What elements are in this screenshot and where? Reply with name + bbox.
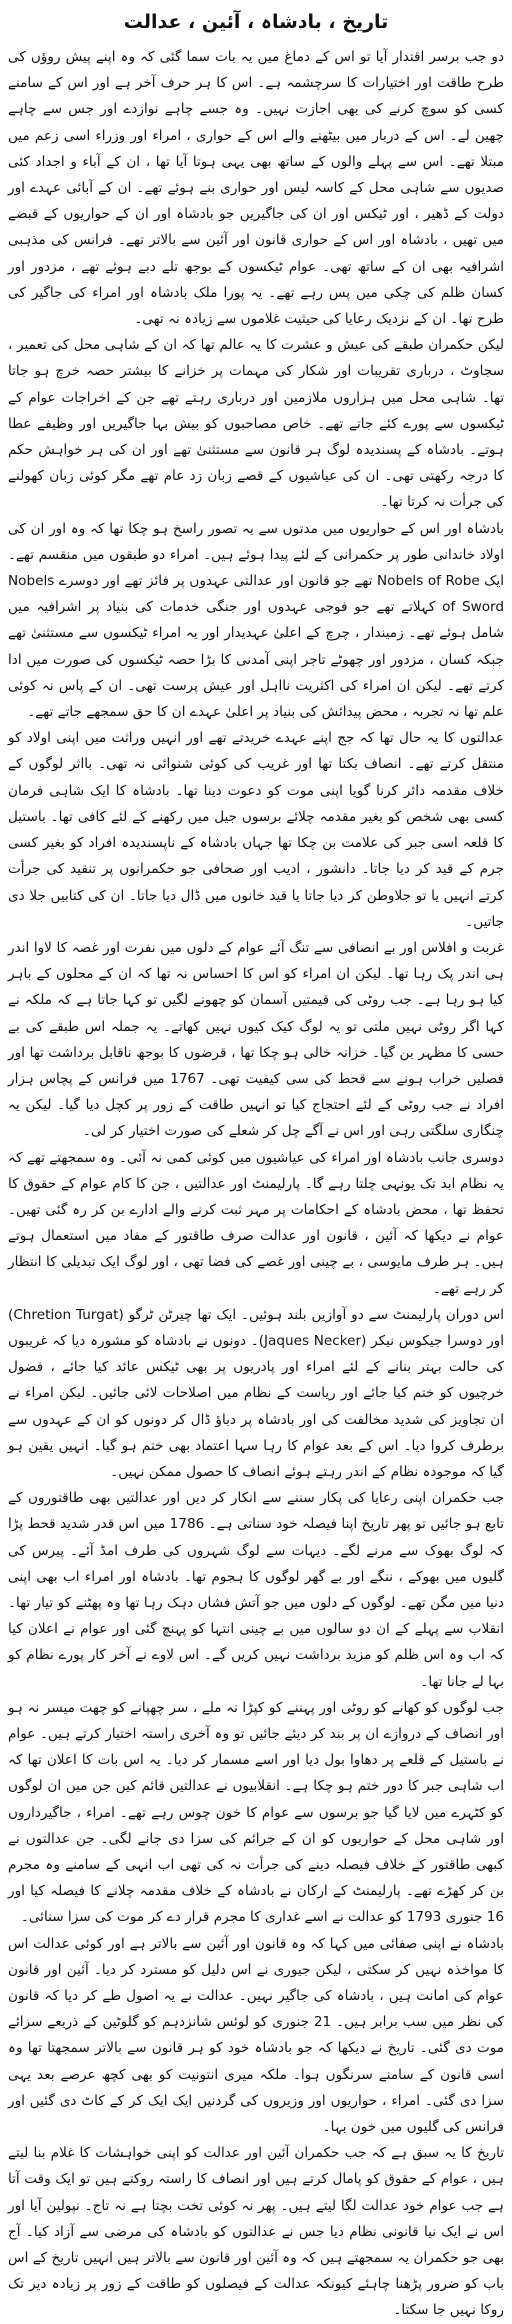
article-paragraph: غربت و افلاس اور بے انصافی سے تنگ آئے عوام کے دلوں میں نفرت اور غصہ کا لاوا اندر ہی اندر پک رہا تھا۔ لیکن ان امراء کو اس کا احساس نہ تھا کہ ان کے محلوں کے باہر کیا ہو رہا ہے۔ جب روٹی کی قیمتیں آسمان کو چھونے لگیں تو کہا جاتا ہے کہ ملکہ نے کہا اگر روٹی نہیں ملتی تو یہ لوگ کیک کیوں نہیں کھاتے۔ یہ جملہ اس طبقے کی بے حسی کا مظہر بن گیا۔ خزانہ خالی ہو چکا تھا ، قرضوں کا بوجھ ناقابل برداشت تھا اور فصلیں خراب ہونے سے قحط کی سی کیفیت تھی۔ 1767 میں فرانس کے پچاس ہزار افراد نے جب روٹی کے لئے احتجاج کیا تو انہیں طاقت کے زور پر کچل دیا گیا۔ لیکن یہ چنگاری سلگتی رہی اور اس نے آگے چل کر شعلے کی صورت اختیار کر لی۔ <box>8 939 504 1140</box>
article-paragraph: لیکن حکمران طبقے کی عیش و عشرت کا یہ عالم تھا کہ ان کے شاہی محل کی تعمیر ، سجاوٹ ، درباری تقریبات اور شکار کی مہمات پر خزانے کا بیشتر حصہ خرچ ہو جاتا تھا۔ شاہی محل میں ہزاروں ملازمین اور درباری رہتے تھے جن کے اخراجات عوام کے ٹیکسوں سے پورے کئے جاتے تھے۔ خاص مصاحبوں کو بیش بہا جاگیریں اور وظیفے عطا ہوتے۔ بادشاہ کے پسندیدہ لوگ ہر قانون سے مستثنیٰ تھے اور ان کی ہر خواہش حکم کا درجہ رکھتی تھی۔ ان کی عیاشیوں کے قصے زبان زد عام تھے مگر کوئی زبان کھولنے کی جرأت نہ کرتا تھا۔ <box>8 337 504 511</box>
article-paragraph: عدالتوں کا یہ حال تھا کہ جج اپنے عہدے خریدتے تھے اور انہیں وراثت میں اپنی اولاد کو منتقل کرتے تھے۔ انصاف بکتا تھا اور غریب کی کوئی شنوائی نہ تھی۔ بااثر لوگوں کے خلاف مقدمہ دائر کرنا گویا اپنی موت کو دعوت دینا تھا۔ بادشاہ کا ایک شاہی فرمان کسی بھی شخص کو بغیر مقدمہ چلائے برسوں جیل میں رکھنے کے لئے کافی تھا۔ باستیل کا قلعہ اسی جبر کی علامت بن چکا تھا جہاں بادشاہ کے ناپسندیدہ افراد کو بغیر کسی جرم کے قید کر دیا جاتا۔ دانشور ، ادیب اور صحافی جو حکمرانوں پر تنقید کی جرأت کرتے انہیں یا تو جلاوطن کر دیا جاتا یا قید خانوں میں ڈال دیا جاتا۔ ان کی کتابیں جلا دی جاتیں۔ <box>8 730 504 930</box>
article-paragraph: تاریخ کا یہ سبق ہے کہ جب حکمران آئین اور عدالت کو اپنی خواہشات کا غلام بنا لیتے ہیں ، عوام کے حقوق کو پامال کرتے ہیں اور انصاف کا راستہ روکتے ہیں تو ایک وقت آتا ہے جب عوام خود عدالت لگا لیتے ہیں۔ پھر نہ کوئی تخت بچتا ہے نہ تاج۔ نپولین آیا اور اس نے ایک نیا قانونی نظام دیا جس نے عدالتوں کو بادشاہ کی مرضی سے آزاد کیا۔ آج بھی جو حکمران یہ سمجھتے ہیں کہ وہ آئین اور قانون سے بالاتر ہیں انہیں تاریخ کے اس باب کو ضرور پڑھنا چاہئے کیونکہ عدالت کے فیصلوں کو طاقت کے زور پر زیادہ دیر تک روکا نہیں جا سکتا۔ <box>8 2145 504 2319</box>
article-paragraph: جب لوگوں کو کھانے کو روٹی اور پہننے کو کپڑا نہ ملے ، سر چھپانے کو چھت میسر نہ ہو اور انصاف کے دروازے ان پر بند کر دیئے جائیں تو وہ آخری راستہ اختیار کرتے ہیں۔ عوام نے باستیل کے قلعے پر دھاوا بول دیا اور اسے مسمار کر دیا۔ یہ اس بات کا اعلان تھا کہ اب شاہی جبر کا دور ختم ہو چکا ہے۔ انقلابیوں نے عدالتیں قائم کیں جن میں ان لوگوں کو کٹہرے میں لایا گیا جو برسوں سے عوام کا خون چوس رہے تھے۔ امراء ، جاگیرداروں اور شاہی محل کے حواریوں کو ان کے جرائم کی سزا دی جانے لگی۔ جن عدالتوں نے کبھی طاقتور کے خلاف فیصلہ دینے کی جرأت نہ کی تھی اب انہی کے سامنے وہ مجرم بن کر کھڑے تھے۔ پارلیمنٹ کے ارکان نے بادشاہ کے خلاف مقدمہ چلانے کا فیصلہ کیا اور 16 جنوری 1793 کو عدالت نے اسے غداری کا مجرم قرار دے کر موت کی سزا سنائی۔ <box>8 1699 504 1926</box>
article-body <box>8 44 504 2324</box>
article-paragraph: دوسری جانب بادشاہ اور امراء کی عیاشیوں میں کوئی کمی نہ آئی۔ وہ سمجھتے تھے کہ یہ نظام ابد تک یونہی چلتا رہے گا۔ پارلیمنٹ اور عدالتیں ، جن کا کام عوام کے حقوق کا تحفظ تھا ، محض بادشاہ کے احکامات پر مہر ثبت کرنے والے ادارے بن کر رہ گئی تھیں۔ عوام نے دیکھا کہ آئین ، قانون اور عدالت صرف طاقتور کے مفاد میں استعمال ہوتے ہیں۔ ہر طرف مایوسی ، بے چینی اور غصے کی فضا تھی ، اور لوگ ایک تبدیلی کا انتظار کر رہے تھے۔ <box>8 1149 504 1297</box>
article-paragraph: جب حکمران اپنی رعایا کی پکار سننے سے انکار کر دیں اور عدالتیں بھی طاقتوروں کے تابع ہو جائیں تو پھر تاریخ اپنا فیصلہ خود سناتی ہے۔ 1786 میں اس قدر شدید قحط پڑا کہ لوگ بھوک سے مرنے لگے۔ دیہات سے لوگ شہروں کی طرف امڈ آئے۔ پیرس کی گلیوں میں بھوکے ، ننگے اور بے گھر لوگوں کا ہجوم تھا۔ بادشاہ اور امراء اب بھی اپنی دنیا میں مگن تھے۔ لوگوں کے دلوں میں جو آتش فشاں دہک رہا تھا وہ پھٹنے کو تیار تھا۔ انقلاب سے پہلے کے ان دو سالوں میں بے چینی انتہا کو پہنچ گئی اور عوام نے اعلان کیا کہ اب وہ اس ظلم کو مزید برداشت نہیں کریں گے۔ اس لاوے نے آخر کار پورے نظام کو بہا لے جانا تھا۔ <box>8 1490 504 1690</box>
article-paragraph: اس دوران پارلیمنٹ سے دو آوازیں بلند ہوئیں۔ ایک تھا چیرٹن ٹرگو (Chretion Turgat) اور دوسرا جیکوس نیکر (Jaques Necker)۔ دونوں نے بادشاہ کو مشورہ دیا کہ غریبوں کی حالت بہتر بنانے کے لئے امراء اور پادریوں پر بھی ٹیکس عائد کیا جائے ، فضول خرچیوں کو ختم کیا جائے اور ریاست کے نظام میں اصلاحات لائی جائیں۔ لیکن امراء نے ان تجاویز کی شدید مخالفت کی اور بادشاہ پر دباؤ ڈال کر دونوں کو ان کے عہدوں سے برطرف کروا دیا۔ اس کے بعد عوام کا رہا سہا اعتماد بھی ختم ہو گیا۔ انہیں یقین ہو گیا کہ موجودہ نظام کے اندر رہتے ہوئے انصاف کا حصول ممکن نہیں۔ <box>8 1306 504 1480</box>
article-paragraph: دو جب برسر اقتدار آیا تو اس کے دماغ میں یہ بات سما گئی کہ وہ اپنے پیش روؤں کی طرح طاقت اور اختیارات کا سرچشمہ ہے۔ اس کا ہر حرف آخر ہے اور اس کے سامنے کسی کو سوچ کرنے کی بھی اجازت نہیں۔ وہ جسے چاہے نوازدے اور جس سے چاہے چھین لے۔ اس کے دربار میں بیٹھنے والے اس کے حواری ، امراء اور وزراء اسی زعم میں مبتلا تھے۔ اس سے پہلے والوں کے ساتھ بھی یہی ہوتا آیا تھا ، ان کے آباء و اجداد کئی صدیوں سے شاہی محل کے کاسہ لیس اور حواری بنے ہوئے تھے۔ ان کے آبائی عہدے اور دولت کے ڈھیر ، اور ٹیکس اور ان کی جاگیریں جو بادشاہ اور ان کے حواریوں کے قبضے میں تھیں ، بادشاہ اور اس کے حواری قانون اور آئین سے بالاتر تھے۔ فرانس کی مذہبی اشرافیہ بھی ان کے ساتھ تھی۔ عوام ٹیکسوں کے بوجھ تلے دبے ہوئے تھے ، مزدور اور کسان ظلم کی چکی میں پس رہے تھے۔ یہ پورا ملک بادشاہ اور امراء کی جاگیر کی طرح تھا۔ ان کے نزدیک رعایا کی حیثیت غلاموں سے زیادہ نہ تھی۔ <box>8 49 504 328</box>
article-paragraph: بادشاہ نے اپنی صفائی میں کہا کہ وہ قانون اور آئین سے بالاتر ہے اور کوئی عدالت اس کا مواخذہ نہیں کر سکتی ، لیکن جیوری نے اس دلیل کو مسترد کر دیا۔ آئین اور قانون عوام کی امانت ہیں ، بادشاہ کی جاگیر نہیں۔ عدالت نے یہ اصول طے کر دیا کہ قانون کی نظر میں سب برابر ہیں۔ 21 جنوری کو لوئس شانزدہم کو گلوٹین کے ذریعے سزائے موت دی گئی۔ تاریخ نے دیکھا کہ جو بادشاہ خود کو ہر قانون سے بالاتر سمجھتا تھا وہ اسی قانون کے سامنے سرنگوں ہوا۔ ملکہ میری انتونیت کو بھی کچھ عرصے بعد یہی سزا دی گئی۔ امراء ، حواریوں اور وزیروں کی گردنیں ایک ایک کر کے کاٹ دی گئیں اور فرانس کی گلیوں میں خون بہا۔ <box>8 1935 504 2136</box>
article-headline: تاریخ ، بادشاہ ، آئین ، عدالت <box>123 11 389 33</box>
article-paragraph: بادشاہ اور اس کے حواریوں میں مدتوں سے یہ تصور راسخ ہو چکا تھا کہ وہ اور ان کی اولاد خاندانی طور پر حکمرانی کے لئے پیدا ہوئے ہیں۔ امراء دو طبقوں میں منقسم تھے۔ ایک Nobels of Robe تھے جو قانون اور عدالتی عہدوں پر فائز تھے اور دوسرے Nobels of Sword کہلاتے تھے جو فوجی عہدوں اور جنگی خدمات کی بنیاد پر اشرافیہ میں شامل ہوئے تھے۔ زمیندار ، چرچ کے اعلیٰ عہدیدار اور یہ امراء ٹیکسوں سے مستثنیٰ تھے جبکہ کسان ، مزدور اور چھوٹے تاجر اپنی آمدنی کا بڑا حصہ ٹیکسوں کی صورت میں ادا کرتے تھے۔ لیکن ان امراء کی اکثریت نااہل اور عیش پرست تھی۔ ان کے پاس نہ کوئی علم تھا نہ تجربہ ، محض پیدائش کی بنیاد پر اعلیٰ عہدے ان کا حق سمجھے جاتے تھے۔ <box>8 520 504 721</box>
